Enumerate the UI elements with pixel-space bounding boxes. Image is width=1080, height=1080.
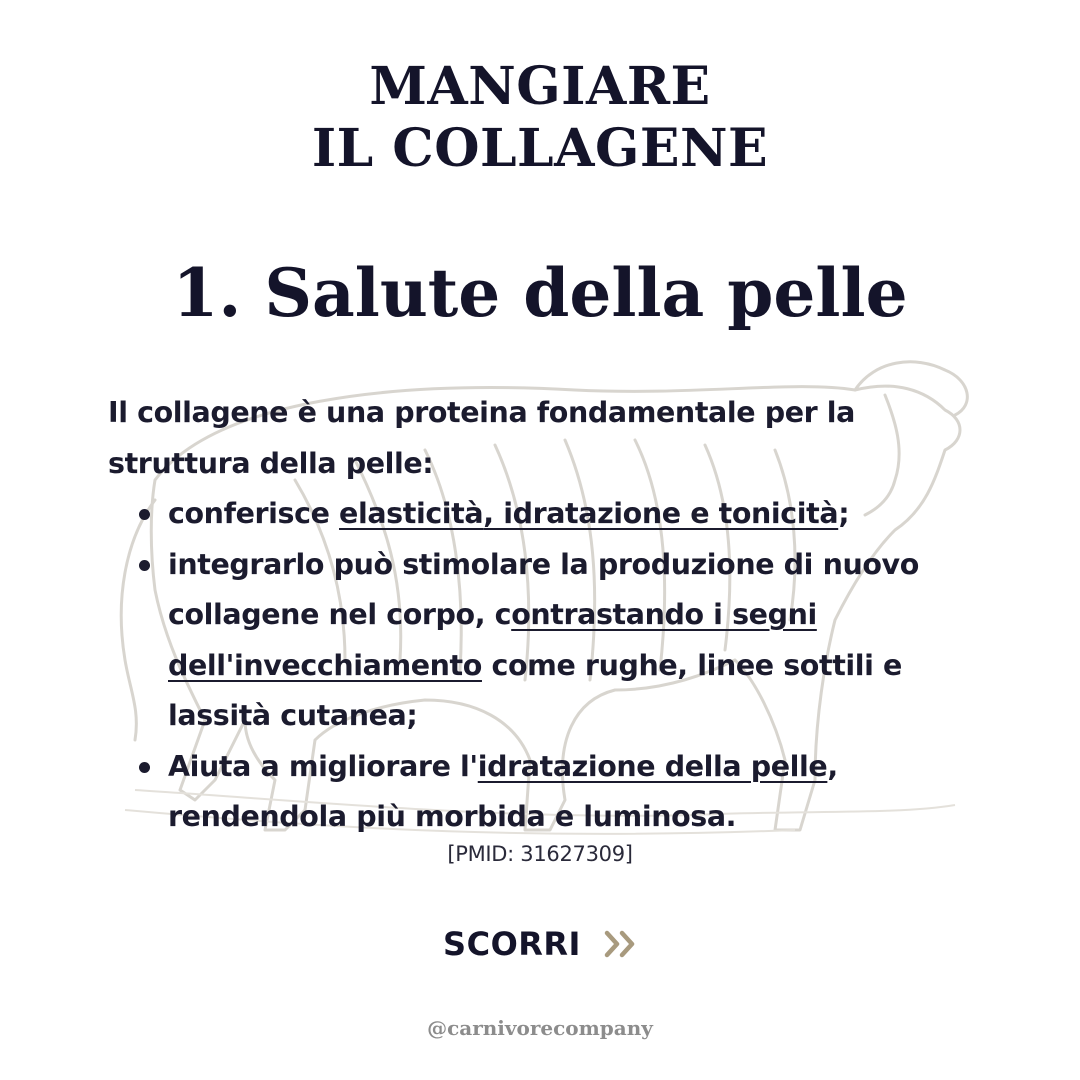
bullet-text: , rendendola più morbida e luminosa. — [168, 749, 838, 833]
title-line-2: IL COLLAGENE — [311, 118, 769, 179]
bullet-text: conferisce — [168, 497, 340, 530]
bullet-text: come rughe, linee sottili e lassità cutanea; — [168, 648, 902, 732]
underlined-text: elasticità — [339, 497, 484, 530]
underlined-text: , idratazione e tonicità — [483, 497, 839, 530]
bullet-text: integrarlo può stimolare la produzione di nuovo collagene nel corpo, c — [168, 547, 919, 631]
underlined-text: ontrastando i segni dell'invecchiamento — [168, 598, 817, 682]
double-chevron-right-icon — [603, 929, 637, 959]
bullet-item — [168, 540, 948, 742]
scroll-cta[interactable] — [0, 925, 1080, 963]
account-handle: @carnivorecompany — [427, 1016, 653, 1040]
scroll-label: SCORRI — [443, 925, 581, 963]
title-line-1: MANGIARE — [369, 56, 711, 117]
underlined-text: idratazione della pelle — [477, 749, 828, 783]
bullet-item — [168, 489, 948, 540]
section-heading: 1. Salute della pelle — [172, 254, 908, 332]
body-text — [108, 388, 948, 843]
bullet-text: ; — [838, 497, 850, 530]
intro-paragraph: Il collagene è una proteina fondamentale per la struttura della pelle: — [108, 396, 855, 480]
citation: [PMID: 31627309] — [447, 842, 633, 866]
bullet-item — [168, 742, 948, 843]
bullet-text: Aiuta a migliorare l' — [168, 749, 478, 783]
bullet-list — [108, 489, 948, 843]
page-title — [0, 56, 1080, 180]
